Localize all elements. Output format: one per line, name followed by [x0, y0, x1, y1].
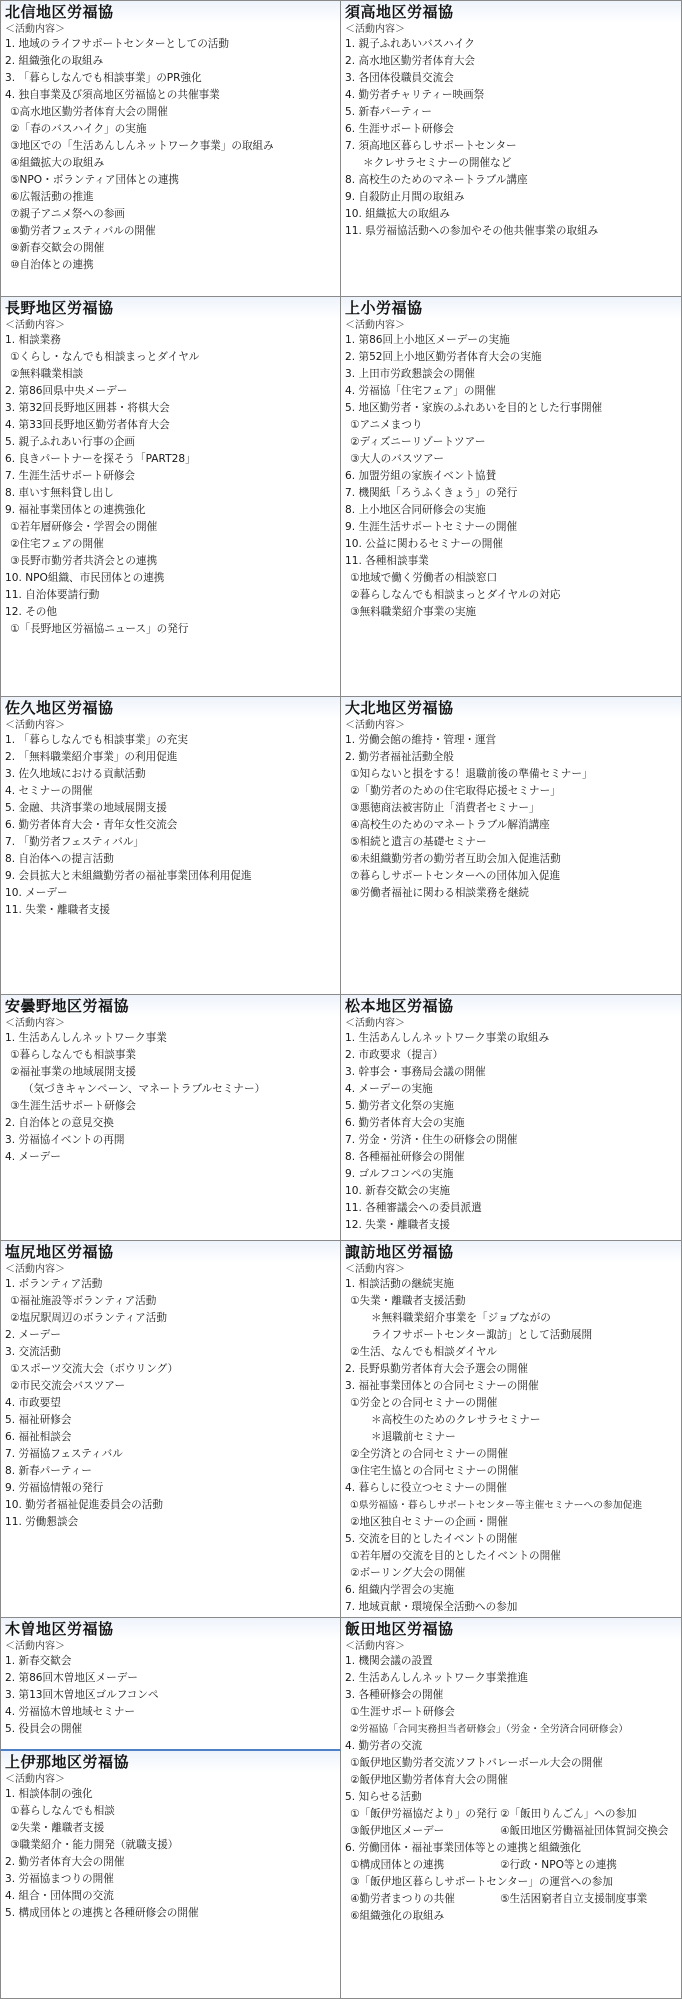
activity-item: ＊退職前セミナー [371, 1431, 456, 1443]
section-azumino [0, 995, 341, 1241]
activity-item: 5. 知らせる活動 [345, 1791, 422, 1803]
activity-item-part: ③飯伊地区メーデー [350, 1825, 445, 1837]
activity-item: 9. 会員拡大と未組織勤労者の福祉事業団体利用促進 [5, 870, 252, 882]
activity-item: 5. 勤労者文化祭の実施 [345, 1100, 454, 1112]
section-suwa [341, 1241, 682, 1618]
activity-item: 11. 失業・離職者支援 [5, 904, 110, 916]
activity-item: 3. 第13回木曽地区ゴルフコンペ [5, 1689, 159, 1701]
activity-item [341, 1891, 681, 1908]
section-subtitle: ＜活動内容＞ [345, 1641, 405, 1652]
activity-item: 12. その他 [5, 606, 57, 618]
activity-item: 8. 新春パーティー [5, 1465, 92, 1477]
activity-item: 1. 親子ふれあいバスハイク [345, 38, 475, 50]
section-subtitle: ＜活動内容＞ [5, 320, 65, 331]
activity-item-part: ②行政・NPO等との連携 [500, 1859, 617, 1871]
activity-item: 6. 勤労者体育大会の実施 [345, 1117, 465, 1129]
activity-item: 11. 各種審議会への委員派遣 [345, 1202, 482, 1214]
activity-item: ⑥広報活動の推進 [10, 191, 94, 203]
activity-item: 11. 県労福協活動への参加やその他共催事業の取組み [345, 225, 599, 237]
activity-item: 6. 組織内学習会の実施 [345, 1584, 454, 1596]
activity-item: 1. 相談体制の強化 [5, 1788, 93, 1800]
activity-item: 8. 高校生のためのマネートラブル講座 [345, 174, 528, 186]
activity-item: ②地区独自セミナーの企画・開催 [350, 1516, 508, 1528]
activity-item: 1. 労働会館の維持・管理・運営 [345, 734, 497, 746]
activity-item: 9. ゴルフコンペの実施 [345, 1168, 454, 1180]
activity-item: ①若年層の交流を目的としたイベントの開催 [350, 1550, 561, 1562]
section-subtitle: ＜活動内容＞ [345, 320, 405, 331]
activity-item: ③生涯生活サポート研修会 [10, 1100, 137, 1112]
activity-item: 2. 第86回木曽地区メーデー [5, 1672, 138, 1684]
activity-item: ①失業・離職者支援活動 [350, 1295, 466, 1307]
activity-item: 6. 労働団体・福祉事業団体等との連携と組織強化 [345, 1842, 581, 1854]
right-column [341, 0, 682, 1999]
section-suko [341, 0, 682, 297]
activity-item: 5. 親子ふれあい行事の企画 [5, 436, 136, 448]
activity-item: 7. 生涯生活サポート研修会 [5, 470, 136, 482]
activity-item: 8. 上小地区合同研修会の実施 [345, 504, 486, 516]
section-title: 松本地区労福協 [341, 995, 681, 1017]
activity-item: 10. 勤労者福祉促進委員会の活動 [5, 1499, 163, 1511]
section-subtitle: ＜活動内容＞ [5, 1641, 65, 1652]
activity-item: ⑧労働者福祉に関わる相談業務を継続 [350, 887, 529, 899]
activity-item: 2. 第52回上小地区勤労者体育大会の実施 [345, 351, 542, 363]
activity-item [341, 1823, 681, 1840]
activity-item: ＊クレサラセミナーの開催など [363, 157, 512, 169]
activity-item: 9. 福祉事業団体との連携強化 [5, 504, 146, 516]
section-jousho [341, 297, 682, 697]
section-title: 佐久地区労福協 [1, 697, 340, 719]
activity-item: 4. 暮らしに役立つセミナーの開催 [345, 1482, 507, 1494]
activity-item-part: ④飯田地区労働福祉団体賀詞交換会 [500, 1825, 669, 1837]
activity-item: 7. 労金・労済・住生の研修会の開催 [345, 1134, 518, 1146]
activity-item: ⑥未組織勤労者の勤労者互助会加入促進活動 [350, 853, 561, 865]
section-title: 飯田地区労福協 [341, 1618, 681, 1640]
activity-item: ＊高校生のためのクレサラセミナー [371, 1414, 541, 1426]
activity-item: ③無料職業紹介事業の実施 [350, 606, 477, 618]
section-title: 諏訪地区労福協 [341, 1241, 681, 1263]
activity-item: 1. 相談活動の継続実施 [345, 1278, 454, 1290]
section-kiso [0, 1618, 341, 1751]
activity-item: 10. メーデー [5, 887, 68, 899]
activity-item: 3. 福祉事業団体との合同セミナーの開催 [345, 1380, 539, 1392]
section-saku [0, 697, 341, 995]
activity-item: 10. 組織拡大の取組み [345, 208, 450, 220]
activity-item: ①暮らしなんでも相談事業 [10, 1049, 137, 1061]
section-shiojiri [0, 1241, 341, 1618]
activity-item: 1. ボランティア活動 [5, 1278, 103, 1290]
section-title: 上小労福協 [341, 297, 681, 319]
activity-item: 12. 失業・離職者支援 [345, 1219, 450, 1231]
activity-item: 8. 各種福祉研修会の開催 [345, 1151, 465, 1163]
activity-item: ②生活、なんでも相談ダイヤル [350, 1346, 497, 1358]
section-subtitle: ＜活動内容＞ [345, 1264, 405, 1275]
activity-item: 2. 「無料職業紹介事業」の利用促進 [5, 751, 178, 763]
activity-item: 1. 「暮らしなんでも相談事業」の充実 [5, 734, 188, 746]
activity-item: ②ボーリング大会の開催 [350, 1567, 466, 1579]
activity-item: 2. 自治体との意見交換 [5, 1117, 114, 1129]
activity-item: 5. 金融、共済事業の地域展開支援 [5, 802, 167, 814]
activity-item: 9. 生涯生活サポートセミナーの開催 [345, 521, 518, 533]
activity-item: 4. セミナーの開催 [5, 785, 93, 797]
activity-item: ⑤NPO・ボランティア団体との連携 [10, 174, 180, 186]
section-title: 須高地区労福協 [341, 1, 681, 23]
activity-item: ③地区での「生活あんしんネットワーク事業」の取組み [10, 140, 274, 152]
section-subtitle: ＜活動内容＞ [5, 1774, 65, 1785]
activity-item-part: ④勤労者まつりの共催 [350, 1893, 455, 1905]
activity-item: ②塩尻駅周辺のボランティア活動 [10, 1312, 167, 1324]
activity-item: ②失業・離職者支援 [10, 1822, 105, 1834]
activity-item: 11. 自治体要請行動 [5, 589, 100, 601]
activity-item: ①県労福協・暮らしサポートセンター等主催セミナーへの参加促進 [350, 1500, 643, 1511]
activity-item: 1. 地域のライフサポートセンターとしての活動 [5, 38, 229, 50]
activity-item: 1. 第86回上小地区メーデーの実施 [345, 334, 510, 346]
activity-item: ②無料職業相談 [10, 368, 84, 380]
activity-item: 3. 交流活動 [5, 1346, 61, 1358]
section-taihoku [341, 697, 682, 995]
activity-item: ②「春のバスハイク」の実施 [10, 123, 147, 135]
activity-item: ④組織拡大の取組み [10, 157, 105, 169]
activity-item-part: ②「飯田りんごん」への参加 [500, 1808, 637, 1820]
activity-item: 4. 勤労者の交流 [345, 1740, 423, 1752]
activity-item: ライフサポートセンター諏訪」として活動展開 [371, 1329, 593, 1341]
activity-item: 2. 高水地区勤労者体育大会 [345, 55, 476, 67]
activity-item: ⑦暮らしサポートセンターへの団体加入促進 [350, 870, 561, 882]
activity-item: 3. 上田市労政懇談会の開催 [345, 368, 476, 380]
section-title: 安曇野地区労福協 [1, 995, 340, 1017]
activity-item: 10. 公益に関わるセミナーの開催 [345, 538, 503, 550]
activity-item: 8. 車いす無料貸し出し [5, 487, 114, 499]
activity-item: 4. メーデーの実施 [345, 1083, 433, 1095]
activity-item: 3. 第32回長野地区囲碁・将棋大会 [5, 402, 170, 414]
activity-item: 9. 労福協情報の発行 [5, 1482, 104, 1494]
section-subtitle: ＜活動内容＞ [5, 1264, 65, 1275]
section-hokushin [0, 0, 341, 297]
activity-item: 5. 地区勤労者・家族のふれあいを目的とした行事開催 [345, 402, 603, 414]
activity-item: 3. 労福協イベントの再開 [5, 1134, 125, 1146]
activity-item: ⑧勤労者フェスティバルの開催 [10, 225, 156, 237]
section-iida [341, 1618, 682, 1999]
activity-item: ①福祉施設等ボランティア活動 [10, 1295, 157, 1307]
activity-item: 3. 労福協まつりの開催 [5, 1873, 114, 1885]
activity-item: ④高校生のためのマネートラブル解消講座 [350, 819, 550, 831]
activity-item: ①飯伊地区勤労者交流ソフトバレーボール大会の開催 [350, 1757, 603, 1769]
activity-item: 4. 労福協「住宅フェア」の開催 [345, 385, 496, 397]
activity-item: ②労福協「合同実務担当者研修会」（労金・全労済合同研修会） [350, 1724, 629, 1735]
section-subtitle: ＜活動内容＞ [345, 720, 405, 731]
activity-item: ②ディズニーリゾートツアー [350, 436, 486, 448]
activity-item: 3. 各団体役職員交流会 [345, 72, 454, 84]
section-title: 大北地区労福協 [341, 697, 681, 719]
activity-item: 4. 第33回長野地区勤労者体育大会 [5, 419, 170, 431]
activity-item: 1. 生活あんしんネットワーク事業の取組み [345, 1032, 550, 1044]
activity-item: 4. 市政要望 [5, 1397, 61, 1409]
activity-item: ⑩自治体との連携 [10, 259, 94, 271]
activity-item: 4. 勤労者チャリティー映画祭 [345, 89, 485, 101]
section-subtitle: ＜活動内容＞ [5, 720, 65, 731]
section-title: 塩尻地区労福協 [1, 1241, 340, 1263]
section-nagano [0, 297, 341, 697]
activity-item: ③大人のバスツアー [350, 453, 444, 465]
activity-item: 5. 福祉研修会 [5, 1414, 72, 1426]
activity-item: 10. 新春交歓会の実施 [345, 1185, 450, 1197]
activity-item: 6. 福祉相談会 [5, 1431, 72, 1443]
activity-item: 5. 構成団体との連携と各種研修会の開催 [5, 1907, 199, 1919]
activity-item: ⑨新春交歓会の開催 [10, 242, 105, 254]
activity-item: ③職業紹介・能力開発（就職支援） [10, 1839, 179, 1851]
activity-item: 3. 幹事会・事務局会議の開催 [345, 1066, 486, 1078]
activity-item: 4. 組合・団体間の交流 [5, 1890, 114, 1902]
activity-item: 6. 加盟労組の家族イベント協賛 [345, 470, 497, 482]
activity-item: 2. 長野県勤労者体育大会予選会の開催 [345, 1363, 528, 1375]
activity-item: ⑥組織強化の取組み [350, 1910, 445, 1922]
activity-item: 2. 勤労者体育大会の開催 [5, 1856, 125, 1868]
section-title: 長野地区労福協 [1, 297, 340, 319]
activity-item: 9. 自殺防止月間の取組み [345, 191, 465, 203]
section-subtitle: ＜活動内容＞ [345, 24, 405, 35]
section-subtitle: ＜活動内容＞ [5, 24, 65, 35]
activity-item [341, 1857, 681, 1874]
activity-item: ①地域で働く労働者の相談窓口 [350, 572, 498, 584]
activity-item: 5. 交流を目的としたイベントの開催 [345, 1533, 518, 1545]
activity-item: ①知らないと損をする！退職前後の準備セミナー」 [350, 768, 593, 780]
section-kamiina [0, 1751, 341, 1999]
activity-item: 8. 自治体への提言活動 [5, 853, 114, 865]
activity-item-part: ①構成団体との連携 [350, 1859, 445, 1871]
activity-item: ③悪徳商法被害防止「消費者セミナー」 [350, 802, 540, 814]
activity-item: 1. 機関会議の設置 [345, 1655, 433, 1667]
activity-item: ③「飯伊地区暮らしサポートセンター」の運営への参加 [350, 1876, 614, 1888]
activity-item: 3. 各種研修会の開催 [345, 1689, 444, 1701]
section-title: 木曽地区労福協 [1, 1618, 340, 1640]
activity-item: 2. 生活あんしんネットワーク事業推進 [345, 1672, 528, 1684]
activity-item: 7. 地域貢献・環境保全活動への参加 [345, 1601, 518, 1613]
activity-item: ②暮らしなんでも相談まっとダイヤルの対応 [350, 589, 561, 601]
activity-item: ⑤相続と遺言の基礎セミナー [350, 836, 487, 848]
activity-item: ②全労済との合同セミナーの開催 [350, 1448, 508, 1460]
activity-item: 3. 佐久地域における貢献活動 [5, 768, 146, 780]
activity-item: ①暮らしなんでも相談 [10, 1805, 115, 1817]
activity-item: ③住宅生協との合同セミナーの開催 [350, 1465, 519, 1477]
activity-item: ①「長野地区労福協ニュース」の発行 [10, 623, 189, 635]
activity-item: ①若年層研修会・学習会の開催 [10, 521, 158, 533]
activity-item: ②「勤労者のための住宅取得応援セミナー」 [350, 785, 561, 797]
activity-item: ＊無料職業紹介事業を「ジョブながの [371, 1312, 551, 1324]
activity-item: ①スポーツ交流大会（ボウリング） [10, 1363, 179, 1375]
activity-item: ①くらし・なんでも相談まっとダイヤル [10, 351, 200, 363]
activity-item: 1. 生活あんしんネットワーク事業 [5, 1032, 167, 1044]
activity-item: 7. 労福協フェスティバル [5, 1448, 123, 1460]
activity-item: 7. 須高地区暮らしサポートセンター [345, 140, 517, 152]
activity-item: ①労金との合同セミナーの開催 [350, 1397, 498, 1409]
activity-item: ①高水地区勤労者体育大会の開催 [10, 106, 168, 118]
activity-item: 2. 市政要求（提言） [345, 1049, 444, 1061]
section-matsumoto [341, 995, 682, 1241]
activity-item [341, 1806, 681, 1823]
activity-item: 7. 機関紙「ろうふくきょう」の発行 [345, 487, 518, 499]
activity-item: 11. 労働懇談会 [5, 1516, 79, 1528]
activity-item: 11. 各種相談事業 [345, 555, 429, 567]
activity-item: 3. 「暮らしなんでも相談事業」のPR強化 [5, 72, 202, 84]
section-title: 北信地区労福協 [1, 1, 340, 23]
activity-item: 2. 第86回県中央メーデー [5, 385, 128, 397]
activity-item: 6. 良きパートナーを探そう「PART28」 [5, 453, 196, 465]
activity-item: 7. 「勤労者フェスティバル」 [5, 836, 145, 848]
activity-item: ③長野市勤労者共済会との連携 [10, 555, 158, 567]
activity-item: 1. 相談業務 [5, 334, 61, 346]
section-title: 上伊那地区労福協 [1, 1751, 340, 1773]
activity-item: 2. 勤労者福祉活動全般 [345, 751, 454, 763]
activity-item: 6. 生涯サポート研修会 [345, 123, 454, 135]
activity-item: ②福祉事業の地域展開支援 [10, 1066, 137, 1078]
activity-item: 5. 新春パーティー [345, 106, 432, 118]
activity-item: 10. NPO組織、市民団体との連携 [5, 572, 165, 584]
activity-item: （気づきキャンペーン、マネートラブルセミナー） [23, 1083, 266, 1095]
activity-item: 4. メーデー [5, 1151, 61, 1163]
activity-item: ②住宅フェアの開催 [10, 538, 104, 550]
activity-item: ②市民交流会バスツアー [10, 1380, 126, 1392]
activity-item: 2. メーデー [5, 1329, 61, 1341]
activity-item: 2. 組織強化の取組み [5, 55, 104, 67]
activity-item-part: ①「飯伊労福協だより」の発行 [350, 1808, 498, 1820]
activity-item: ①アニメまつり [350, 419, 423, 431]
activity-item: 4. 独自事業及び須高地区労福協との共催事業 [5, 89, 220, 101]
activity-item: 4. 労福協木曽地域セミナー [5, 1706, 136, 1718]
activity-item: 5. 役員会の開催 [5, 1723, 83, 1735]
activity-item: ⑦親子アニメ祭への参画 [10, 208, 125, 220]
activity-item-part: ⑤生活困窮者自立支援制度事業 [500, 1893, 648, 1905]
activity-item: ①生涯サポート研修会 [350, 1706, 455, 1718]
activity-item: 1. 新春交歓会 [5, 1655, 72, 1667]
section-subtitle: ＜活動内容＞ [345, 1018, 405, 1029]
section-subtitle: ＜活動内容＞ [5, 1018, 65, 1029]
activity-item: ②飯伊地区勤労者体育大会の開催 [350, 1774, 508, 1786]
activity-item: 6. 勤労者体育大会・青年女性交流会 [5, 819, 178, 831]
